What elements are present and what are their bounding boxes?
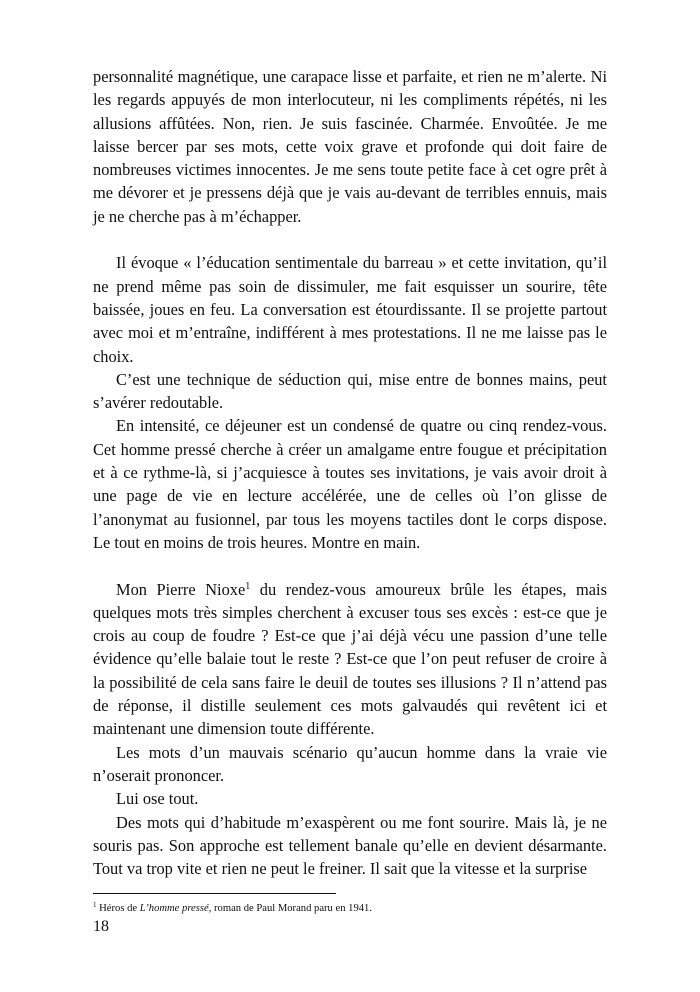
page-number: 18 bbox=[93, 918, 109, 935]
body-text bbox=[93, 65, 607, 880]
footnote-prefix: Héros de bbox=[96, 903, 140, 914]
footnote-marker: 1 bbox=[93, 901, 97, 909]
footnote-reference[interactable]: 1 bbox=[245, 580, 251, 592]
paragraph-5-body: du rendez-vous amoureux brûle les étapes, mais quelques mots très simples cherchent à excuser tous ses excès : est-ce que je crois au coup de foudre ? Est-ce que j’ai déjà vécu une passion d’une telle évidence qu’elle balaie tout le reste ? Est-ce que l’on peut refuser de croire à la possibilité de cela sans faire le deuil de toutes ses illusions ? Il n’attend pas de réponse, il distille seulement ces mots galvaudés qui revêtent ici et maintenant une dimension toute différente. bbox=[93, 579, 607, 739]
paragraph-1: personnalité magnétique, une carapace lisse et parfaite, et rien ne m’alerte. Ni les regards appuyés de mon interlocuteur, ni les compliments répétés, ni les allusions affûtées. Non, rien. Je suis fascinée. Charmée. Envoûtée. Je me laisse bercer par ses mots, cette voix grave et profonde qui doit faire de nombreuses victimes innocentes. Je me sens toute petite face à cet ogre prêt à me dévorer et je pressens déjà que je vais au-devant de terribles ennuis, mais je ne cherche pas à m’échapper. bbox=[93, 67, 607, 226]
footnote-suffix: , roman de Paul Morand paru en 1941. bbox=[208, 903, 372, 914]
paragraph-5-lead: Mon Pierre Nioxe bbox=[116, 579, 246, 599]
footnote-book-title: L’homme pressé bbox=[139, 903, 209, 914]
footnote bbox=[93, 902, 607, 916]
paragraph-3: C’est une technique de séduction qui, mise entre de bonnes mains, peut s’avérer redoutable. bbox=[93, 369, 607, 413]
paragraph-8: Des mots qui d’habitude m’exaspèrent ou me font sourire. Mais là, je ne souris pas. Son approche est tellement banale qu’elle en devient désarmante. Tout va trop vite et rien ne peut le freiner. Il sait que la vitesse et la surprise bbox=[93, 812, 607, 879]
paragraph-7: Lui ose tout. bbox=[116, 789, 199, 809]
paragraph-4: En intensité, ce déjeuner est un condensé de quatre ou cinq rendez-vous. Cet homme pressé cherche à créer un amalgame entre fougue et précipitation et à ce rythme-là, si j’acquiesce à toutes ses invitations, je vais avoir droit à une page de vie en lecture accélérée, une de celles où l’on glisse de l’anonymat au fusionnel, par tous les moyens tactiles dont le corps dispose. Le tout en moins de trois heures. Montre en main. bbox=[93, 416, 607, 552]
paragraph-2: Il évoque « l’éducation sentimentale du barreau » et cette invitation, qu’il ne prend même pas soin de dissimuler, me fait esquisser un sourire, tête baissée, joues en feu. La conversation est étourdissante. Il se projette partout avec moi et m’entraîne, indifférent à mes protestations. Il ne me laisse pas le choix. bbox=[93, 253, 607, 366]
paragraph-6: Les mots d’un mauvais scénario qu’aucun homme dans la vraie vie n’oserait prononcer. bbox=[93, 742, 607, 785]
paragraph-5 bbox=[93, 578, 607, 741]
footnote-separator bbox=[93, 893, 336, 894]
